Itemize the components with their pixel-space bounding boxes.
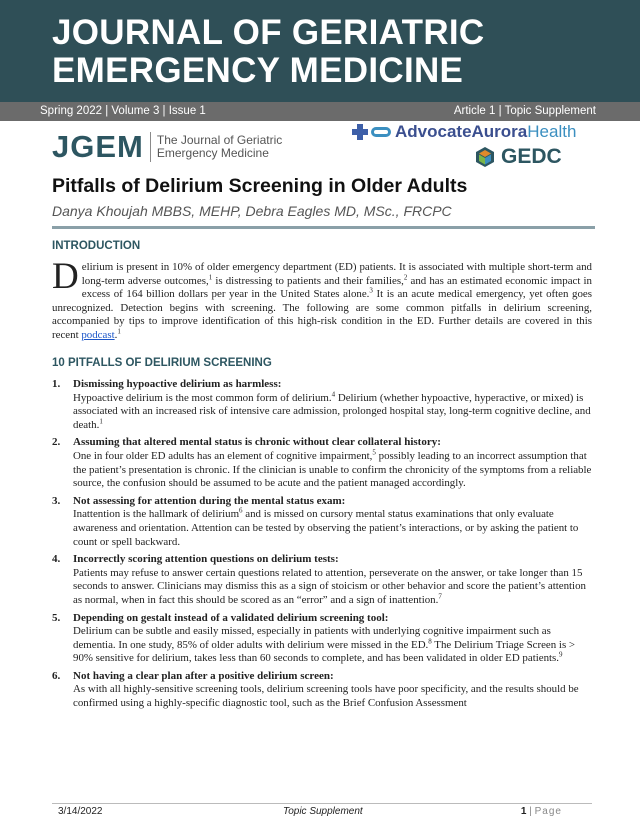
cross-icon [352,124,368,140]
pitfall-title: Not assessing for attention during the mental status exam: [73,494,346,507]
intro-text-2: is distressing to patients and their families, [212,274,404,287]
pitfall-body [73,508,592,549]
pitfalls-heading: 10 PITFALLS OF DELIRIUM SCREENING [52,357,272,369]
gedc-hexagon-icon [474,146,496,168]
jgem-subtitle-line-2: Emergency Medicine [156,146,269,160]
pitfall-number: 4. [52,553,61,566]
citation: 4 [331,389,336,398]
health-wordmark: Health [527,122,577,141]
pitfall-body-text: Inattention is the hallmark of delirium [73,508,240,521]
citation: 6 [239,506,243,515]
introduction-heading: INTRODUCTION [52,240,141,252]
journal-banner [0,0,640,102]
page-number [521,806,562,817]
pitfall-body [73,625,592,666]
citation: 9 [559,650,563,659]
page-label: Page [534,806,562,817]
gedc-logo [474,145,562,169]
podcast-link[interactable]: podcast [81,328,115,341]
logo-divider [150,132,151,162]
pitfall-item [52,670,592,711]
article-title: Pitfalls of Delirium Screening in Older Adults [52,175,468,197]
pitfall-title: Depending on gestalt instead of a validated delirium screening tool: [73,611,389,624]
pitfall-body-text: and is missed on cursory mental status examinations that only evaluate awareness and orientation. Attention can be tested by observing the patient’s interactions, or by asking the patient to count or spell backward. [73,508,579,548]
drop-cap: D [52,256,79,297]
pitfall-body [73,683,592,710]
gedc-wordmark: GEDC [501,145,562,168]
jgem-logo-subtitle [157,134,282,160]
pitfall-body [73,450,592,491]
citation: 2 [403,272,408,281]
pitfall-title: Assuming that altered mental status is chronic without clear collateral history: [73,436,441,449]
pitfall-item [52,436,592,490]
pitfall-title: Dismissing hypoactive delirium as harmless: [73,378,282,390]
citation: 5 [372,448,376,457]
citation: 8 [428,637,432,646]
pitfall-title: Not having a clear plan after a positive delirium screen: [73,669,334,682]
pitfall-body [73,389,592,433]
pitfall-number: 5. [52,611,61,624]
issue-bar [0,102,640,121]
journal-title-line-2: EMERGENCY MEDICINE [52,51,464,90]
infinity-loop-icon [371,127,391,137]
advocate-aurora-name: AdvocateAurora [395,122,528,141]
pitfall-item [52,553,592,607]
pitfall-title: Incorrectly scoring attention questions on delirium tests: [73,553,339,566]
pitfall-number: 1. [52,378,61,390]
pitfall-body-text: Hypoactive delirium is the most common form of delirium. [73,391,332,404]
title-divider [52,226,595,229]
intro-text-4: It is an acute medical emergency, yet often goes unrecognized. Detection begins with screening. The following are some common pitfalls in delirium screening, accompanied by tips to improve identification of this high-risk condition in the ED. Further details are covered in this recent [52,288,592,341]
pitfall-number: 2. [52,436,61,449]
pitfalls-list [52,378,592,715]
issue-info: Spring 2022 | Volume 3 | Issue 1 [40,105,206,117]
pitfall-item [52,612,592,666]
citation: 7 [438,592,442,601]
intro-text-5: . [114,328,118,341]
jgem-logo [52,130,282,164]
pitfall-body [73,567,592,608]
advocate-aurora-wordmark [395,122,576,142]
pitfall-body-text: Delirium (whether hypoactive, hyperactive, or mixed) is associated with an increased risk of intensive care admission, prolonged hospital stay, long-term cognitive decline, and death. [73,391,591,431]
advocate-aurora-logo [352,122,576,142]
page-number-value: 1 [520,806,527,817]
journal-title [52,14,485,90]
pitfall-body-text: One in four older ED adults has an element of cognitive impairment, [73,449,373,462]
intro-text-3: and has an estimated economic impact in excess of 164 billion dollars per year in the United States alone. [81,274,593,301]
pitfall-item [52,495,592,549]
journal-title-line-1: JOURNAL OF GERIATRIC [52,13,485,52]
citation: 1 [99,417,103,426]
footer-topic: Topic Supplement [283,806,363,817]
pitfall-body-text: Delirium can be subtle and easily missed, especially in patients with underlying cognitive impairment such as dementia. In one study, 85% of older adults with delirium were missed in the ED. [73,625,551,651]
intro-text-1: elirium is present in 10% of older emergency department (ED) patients. It is associated with multiple short-term and long-term adverse outcomes, [81,261,592,287]
pitfall-number: 3. [52,494,61,507]
page-separator: | [529,806,532,817]
citation: 1 [208,272,213,281]
footer-divider [52,803,592,804]
pitfall-number: 6. [52,669,61,682]
jgem-subtitle-line-1: The Journal of Geriatric [156,133,283,147]
pitfall-item [52,378,592,432]
pitfall-body-text: As with all highly-sensitive screening tools, delirium screening tools have poor specificity, and the results should be confirmed using a highly-specific diagnostic tool, such as the Brief Confusion Assessment [73,683,579,710]
article-authors: Danya Khoujah MBBS, MEHP, Debra Eagles MD, MSc., FRCPC [52,203,452,219]
pitfall-body-text: Patients may refuse to answer certain questions related to attention, perseverate on the answer, or take longer than 15 seconds to answer. Clinicians may dismiss this as a sign of stoicism or other behavior and score the patient’s attention as normal, when in fact this should be scored as an “error” and a sign of inattention. [73,566,586,606]
article-type: Article 1 | Topic Supplement [453,105,596,117]
footer-date: 3/14/2022 [58,806,103,817]
jgem-logo-mark: JGEM [52,129,144,164]
citation: 1 [117,327,121,336]
pitfall-body-text: possibly leading to an incorrect assumption that the patient’s presentation is chronic. If the clinician is unable to confirm the chronicity of the symptoms from a reliable source, the confusion should be assumed to be acute and the patient managed accordingly. [73,449,592,490]
introduction-paragraph [52,256,593,343]
citation: 3 [369,286,373,295]
pitfall-body-text: The Delirium Triage Screen is > 90% sensitive for delirium, takes less than 60 seconds to complete, and has been validated in older ED patients. [73,638,576,665]
